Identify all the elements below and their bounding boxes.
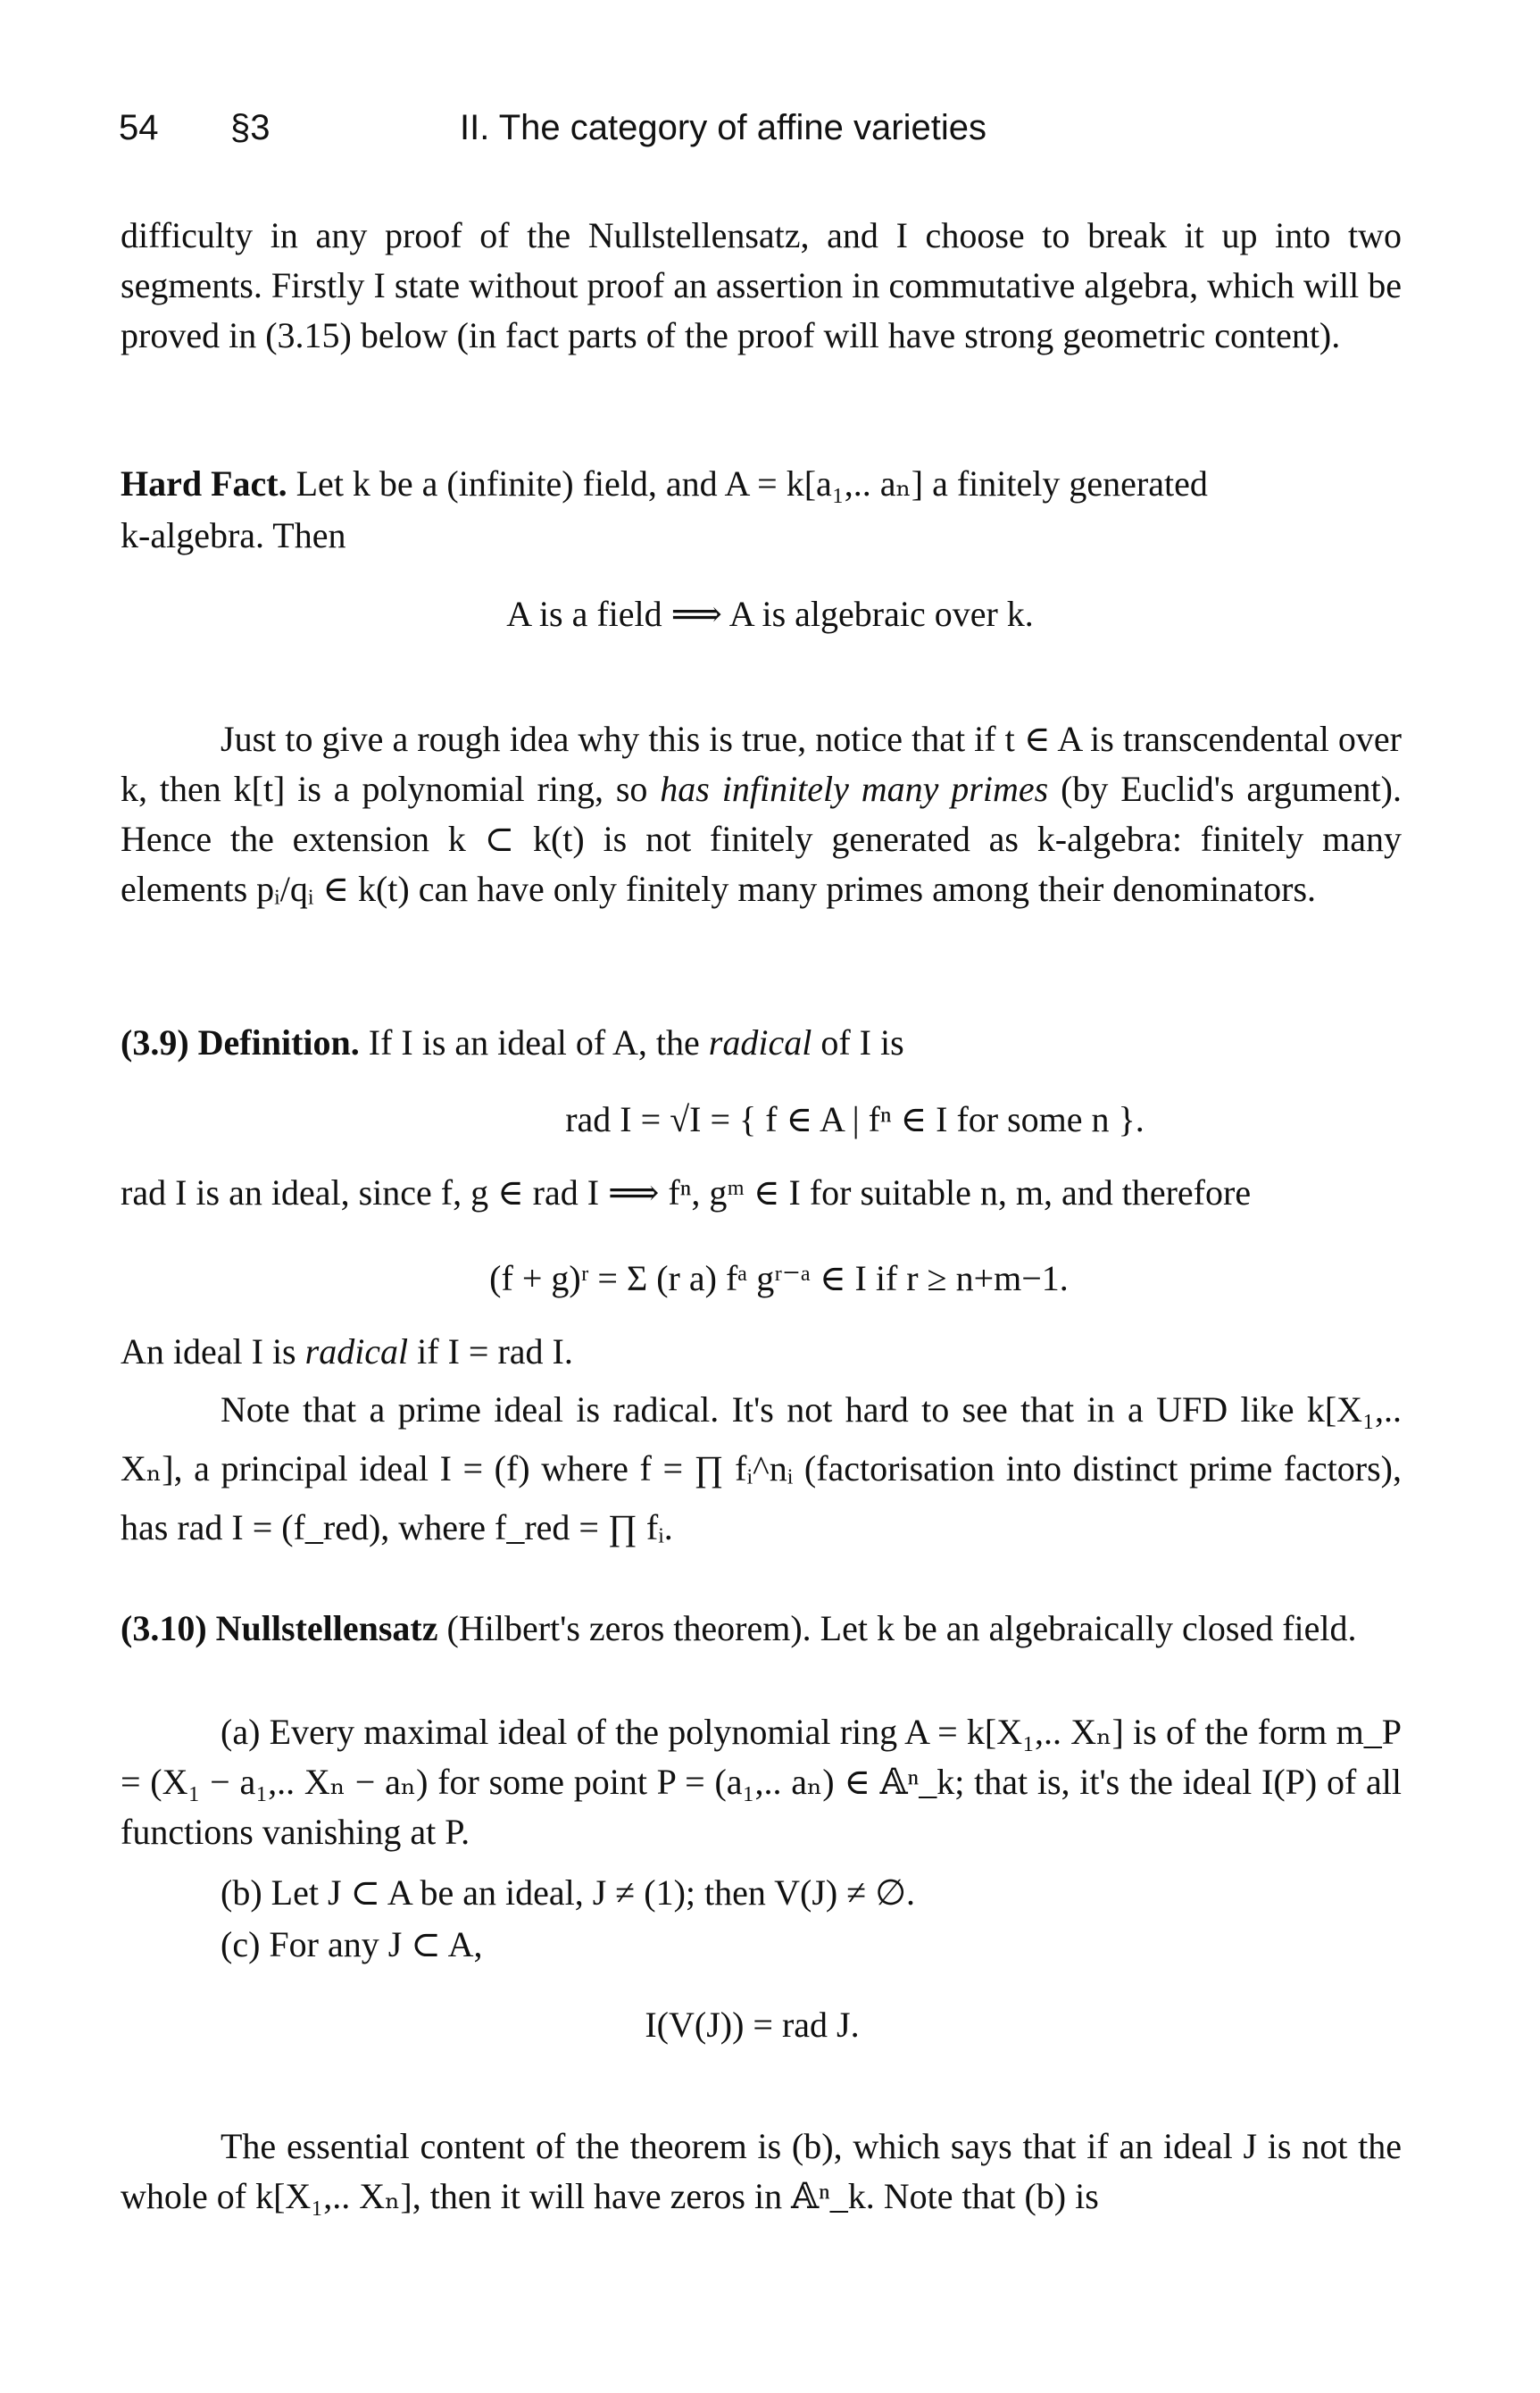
section-marker: §3 bbox=[230, 108, 271, 147]
rough-idea-emphasis: has infinitely many primes bbox=[660, 769, 1049, 809]
page-number: 54 bbox=[119, 108, 159, 147]
nullstellensatz-part-c: (c) For any J ⊂ A, bbox=[221, 1924, 483, 1964]
hard-fact-label: Hard Fact. bbox=[121, 463, 287, 504]
rough-idea-paragraph bbox=[121, 714, 1402, 914]
definition-heading bbox=[121, 1018, 1402, 1068]
prime-ideal-note: Note that a prime ideal is radical. It's not hard to see that in a UFD like k[X₁,.. Xₙ], a principal ideal I = (f) where f = ∏ fᵢ^nᵢ (factorisation into distinct prime factors), has rad I = (f_red), where f_red = ∏ fᵢ. bbox=[121, 1389, 1402, 1547]
definition-label: (3.9) Definition. bbox=[121, 1022, 360, 1063]
radical-ideal-line: rad I is an ideal, since f, g ∈ rad I ⟹ fⁿ, gᵐ ∈ I for suitable n, m, and therefore bbox=[121, 1172, 1252, 1213]
hard-fact-statement: Let k be a (infinite) field, and A = k[a₁,.. aₙ] a finitely generated bbox=[296, 463, 1208, 504]
hard-fact-line2: k-algebra. Then bbox=[121, 515, 346, 555]
rough-idea-text-b: (by Euclid's argument). Hence the extension k ⊂ k(t) is not finitely generated as k-algebra: finitely many elements pᵢ/qᵢ ∈ k(t) can have only finitely many primes among their denominators. bbox=[121, 769, 1402, 909]
nullstellensatz-heading bbox=[121, 1604, 1402, 1654]
nullstellensatz-display: I(V(J)) = rad J. bbox=[645, 2005, 860, 2045]
radical-text-b: if I = rad I. bbox=[408, 1331, 573, 1372]
definition-text-b: of I is bbox=[812, 1022, 904, 1063]
hard-fact-line1 bbox=[121, 459, 1402, 509]
binomial-display: (f + g)ʳ = Σ (r a) fᵃ gʳ⁻ᵃ ∈ I if r ≥ n+m−1. bbox=[489, 1258, 1069, 1298]
hard-fact-display: A is a field ⟹ A is algebraic over k. bbox=[506, 594, 1034, 634]
definition-text-a: If I is an ideal of A, the bbox=[359, 1022, 709, 1063]
nullstellensatz-part-b: (b) Let J ⊂ A be an ideal, J ≠ (1); then V(J) ≠ ∅. bbox=[221, 1872, 916, 1913]
radical-definition-line bbox=[121, 1327, 1402, 1377]
rough-idea-text-a: Just to give a rough idea why this is true, notice that if t ∈ A is transcendental over k, then k[t] is a polynomial ring, so bbox=[121, 719, 1402, 809]
essential-content-paragraph: The essential content of the theorem is (b), which says that if an ideal J is not the whole of k[X₁,.. Xₙ], then it will have zeros in 𝔸ⁿ_k. Note that (b) is bbox=[121, 2126, 1402, 2216]
nullstellensatz-label: (3.10) Nullstellensatz bbox=[121, 1608, 438, 1648]
radical-display: rad I = √I = { f ∈ A | fⁿ ∈ I for some n }. bbox=[565, 1099, 1145, 1139]
radical-emphasis: radical bbox=[304, 1331, 409, 1372]
nullstellensatz-intro: (Hilbert's zeros theorem). Let k be an algebraically closed field. bbox=[437, 1608, 1357, 1648]
definition-emphasis: radical bbox=[708, 1022, 812, 1063]
radical-text-a: An ideal I is bbox=[121, 1331, 305, 1372]
intro-paragraph: difficulty in any proof of the Nullstellensatz, and I choose to break it up into two segments. Firstly I state without proof an assertion in commutative algebra, which will be proved in (3.15) below (in fact parts of the proof will have strong geometric content). bbox=[121, 215, 1402, 355]
nullstellensatz-part-a: (a) Every maximal ideal of the polynomial ring A = k[X₁,.. Xₙ] is of the form m_P = (X₁ − a₁,.. Xₙ − aₙ) for some point P = (a₁,.. aₙ) ∈ 𝔸ⁿ_k; that is, it's the ideal I(P) of all functions vanishing at P. bbox=[121, 1712, 1402, 1852]
chapter-title: II. The category of affine varieties bbox=[460, 108, 986, 147]
